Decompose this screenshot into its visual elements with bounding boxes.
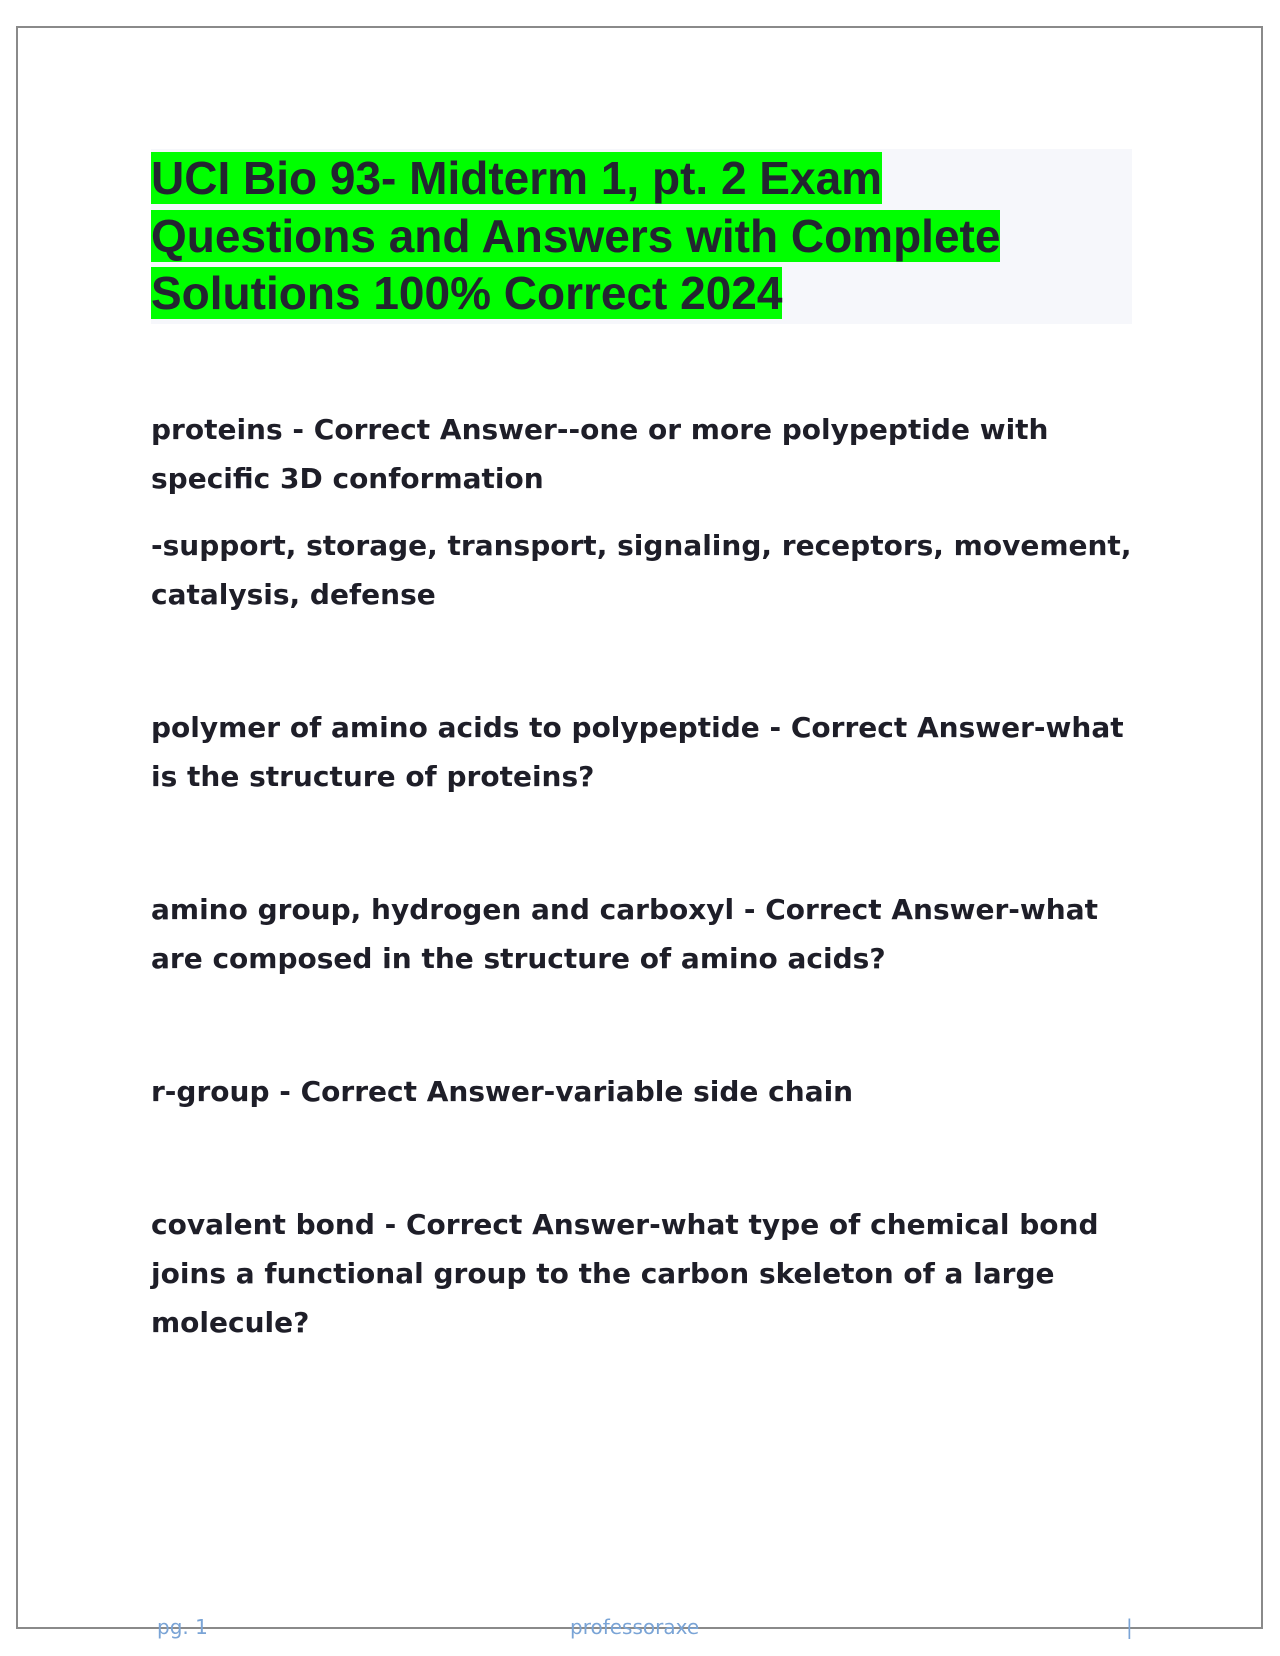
page-number: pg. 1: [157, 1615, 208, 1639]
entry-line: covalent bond - Correct Answer-what type of chemical bond: [151, 1208, 1099, 1241]
spacer: [151, 801, 1141, 885]
entry-line: molecule?: [151, 1306, 310, 1339]
entry-line: catalysis, defense: [151, 578, 436, 611]
entry-line: specific 3D conformation: [151, 462, 544, 495]
qa-entry-amino-group: [151, 885, 1141, 983]
qa-entry-r-group: [151, 1067, 1141, 1116]
document-body: [151, 405, 1141, 1347]
document-title: [151, 150, 1111, 323]
title-line-3: Solutions 100% Correct 2024: [151, 267, 783, 319]
spacer: [151, 983, 1141, 1067]
qa-entry-covalent-bond: [151, 1200, 1141, 1347]
qa-entry-proteins: [151, 405, 1141, 503]
entry-line: r-group - Correct Answer-variable side chain: [151, 1075, 854, 1108]
qa-entry-protein-functions: [151, 521, 1141, 619]
entry-line: polymer of amino acids to polypeptide - Correct Answer-what: [151, 711, 1124, 744]
entry-line: amino group, hydrogen and carboxyl - Correct Answer-what: [151, 893, 1099, 926]
entry-line: is the structure of proteins?: [151, 760, 595, 793]
entry-line: are composed in the structure of amino acids?: [151, 942, 886, 975]
entry-line: joins a functional group to the carbon skeleton of a large: [151, 1257, 1055, 1290]
title-line-1: UCI Bio 93- Midterm 1, pt. 2 Exam: [151, 152, 883, 204]
qa-entry-polymer: [151, 703, 1141, 801]
page-footer: [0, 1615, 1280, 1643]
spacer: [151, 1116, 1141, 1200]
entry-line: -support, storage, transport, signaling, receptors, movement,: [151, 529, 1132, 562]
entry-line: proteins - Correct Answer--one or more polypeptide with: [151, 413, 1049, 446]
footer-site-name: professoraxe: [570, 1615, 700, 1639]
title-line-2: Questions and Answers with Complete: [151, 209, 1001, 262]
spacer: [151, 619, 1141, 703]
footer-separator: |: [1126, 1615, 1133, 1639]
